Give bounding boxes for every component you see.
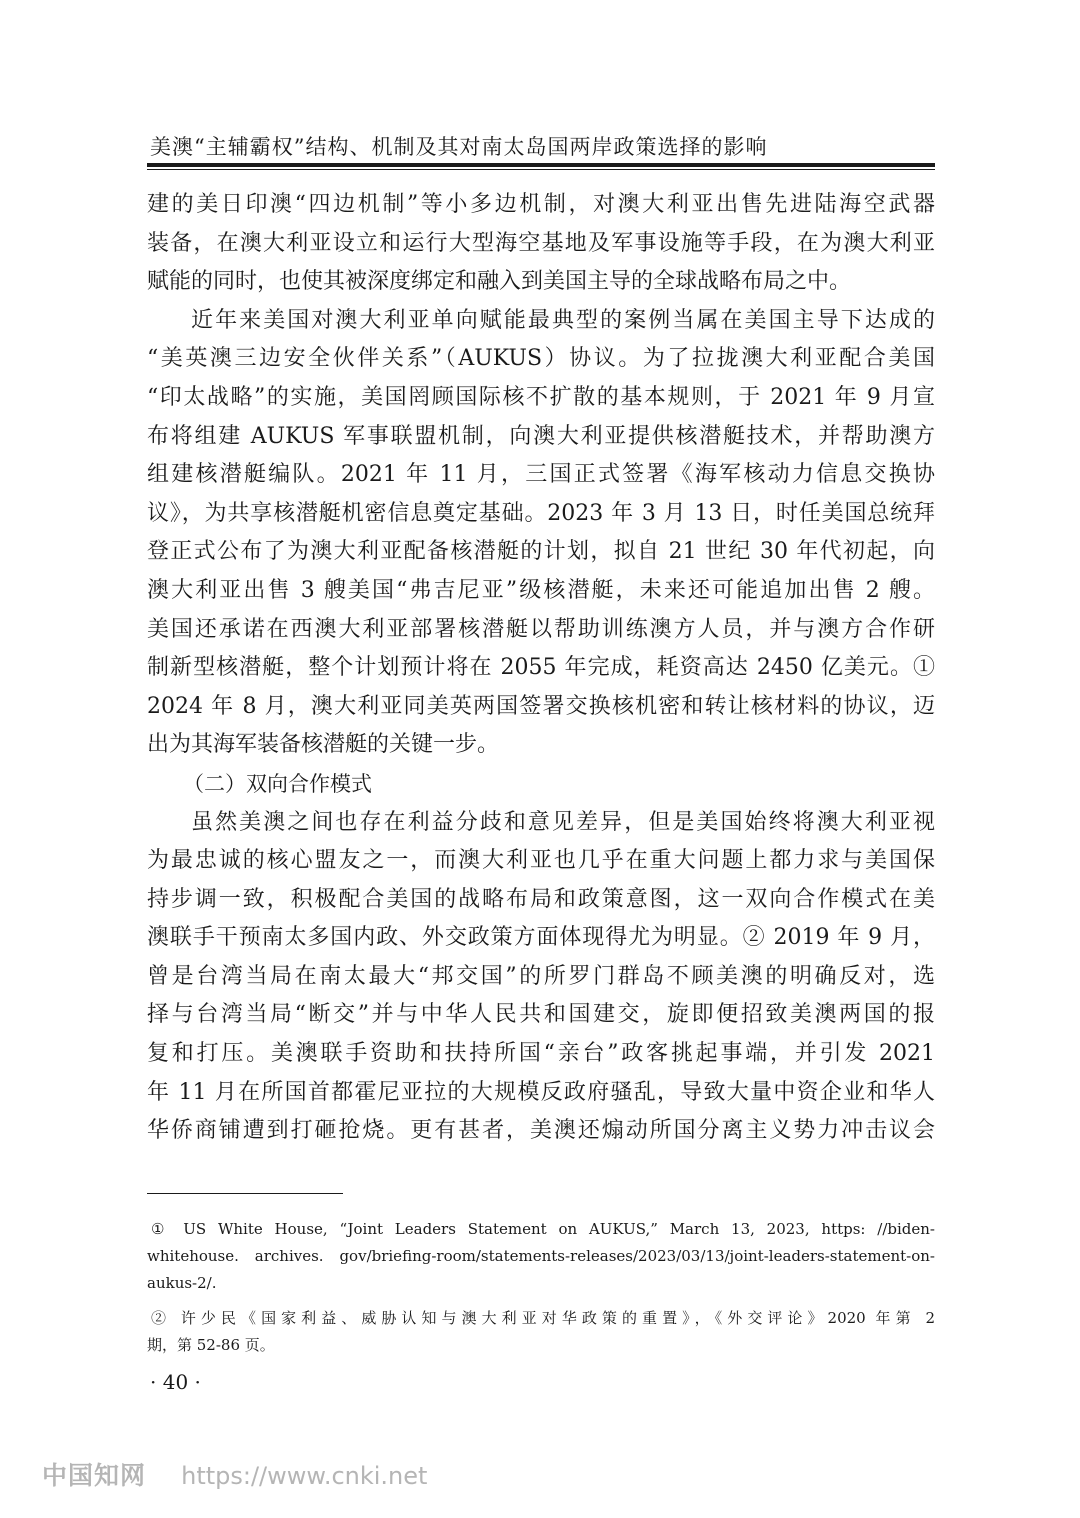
body-line: 华侨商铺遭到打砸抢烧。更有甚者，美澳还煽动所国分离主义势力冲击议会 — [147, 1118, 935, 1144]
watermark-brand: 中国知网 — [42, 1461, 147, 1490]
body-line: 议》，为共享核潜艇机密信息奠定基础。2023 年 3 月 13 日，时任美国总统拜 — [147, 500, 935, 526]
footnote-1-line: ① US White House, “Joint Leaders Statement on AUKUS,” March 13, 2023, https: //biden- — [151, 1220, 935, 1238]
footnote-rule — [147, 1193, 343, 1194]
body-line: 曾是台湾当局在南太最大“邦交国”的所罗门群岛不顾美澳的明确反对，选 — [147, 963, 935, 989]
body-line: 澳大利亚出售 3 艘美国“弗吉尼亚”级核潜艇，未来还可能追加出售 2 艘。 — [147, 577, 935, 603]
page-number: · 40 · — [150, 1370, 201, 1394]
body-line: 复和打压。美澳联手资助和扶持所国“亲台”政客挑起事端，并引发 2021 — [147, 1041, 935, 1067]
body-line: 装备，在澳大利亚设立和运行大型海空基地及军事设施等手段，在为澳大利亚 — [147, 230, 935, 256]
footnote-1-line: whitehouse. archives. gov/briefing-room/statements-releases/2023/03/13/joint-leaders-statement-on- — [147, 1247, 935, 1265]
footnote-2-line: ② 许少民《国家利益、威胁认知与澳大利亚对华政策的重置》，《外交评论》2020 年第 2 — [151, 1309, 935, 1327]
body-line: 虽然美澳之间也存在利益分歧和意见差异，但是美国始终将澳大利亚视 — [191, 809, 935, 835]
body-line: 建的美日印澳“四边机制”等小多边机制，对澳大利亚出售先进陆海空武器 — [147, 192, 935, 217]
body-line: 布将组建 AUKUS 军事联盟机制，向澳大利亚提供核潜艇技术，并帮助澳方 — [147, 423, 935, 449]
body-line: 2024 年 8 月，澳大利亚同美英两国签署交换核机密和转让核材料的协议，迈 — [147, 693, 935, 719]
body-line: 美国还承诺在西澳大利亚部署核潜艇以帮助训练澳方人员，并与澳方合作研 — [147, 616, 935, 642]
header-rule-thin — [147, 169, 935, 170]
running-header: 美澳“主辅霸权”结构、机制及其对南太岛国两岸政策选择的影响 — [150, 135, 768, 159]
body-line: 出为其海军装备核潜艇的关键一步。 — [147, 732, 500, 758]
watermark-url: https://www.cnki.net — [181, 1462, 428, 1490]
body-line: 择与台湾当局“断交”并与中华人民共和国建交，旋即便招致美澳两国的报 — [147, 1002, 935, 1028]
body-line: 澳联手干预南太多国内政、外交政策方面体现得尤为明显。② 2019 年 9 月， — [147, 925, 935, 951]
section-heading: （二）双向合作模式 — [183, 771, 372, 796]
header-rule-thick — [147, 163, 935, 167]
footnote-1-line: aukus-2/. — [147, 1274, 217, 1292]
body-line: 制新型核潜艇，整个计划预计将在 2055 年完成，耗资高达 2450 亿美元。① — [147, 655, 935, 681]
body-line: 赋能的同时，也使其被深度绑定和融入到美国主导的全球战略布局之中。 — [147, 269, 852, 295]
body-line: 组建核潜艇编队。2021 年 11 月，三国正式签署《海军核动力信息交换协 — [147, 462, 935, 488]
body-line: 年 11 月在所国首都霍尼亚拉的大规模反政府骚乱，导致大量中资企业和华人 — [147, 1079, 935, 1105]
footnotes — [147, 1216, 935, 1359]
body-line: “美英澳三边安全伙伴关系”（AUKUS）协议。为了拉拢澳大利亚配合美国 — [147, 346, 935, 372]
watermark — [42, 1456, 428, 1490]
body-line: 为最忠诚的核心盟友之一，而澳大利亚也几乎在重大问题上都力求与美国保 — [147, 848, 935, 874]
footnote-2-line: 期，第 52-86 页。 — [147, 1336, 275, 1354]
body-line: 持步调一致，积极配合美国的战略布局和政策意图，这一双向合作模式在美 — [147, 886, 935, 912]
body-text — [147, 186, 935, 1151]
body-line: 登正式公布了为澳大利亚配备核潜艇的计划，拟自 21 世纪 30 年代初起，向 — [147, 539, 935, 565]
body-line: 近年来美国对澳大利亚单向赋能最典型的案例当属在美国主导下达成的 — [191, 307, 935, 333]
footnote-gap — [147, 1297, 935, 1305]
body-line: “印太战略”的实施，美国罔顾国际核不扩散的基本规则，于 2021 年 9 月宣 — [147, 384, 935, 410]
